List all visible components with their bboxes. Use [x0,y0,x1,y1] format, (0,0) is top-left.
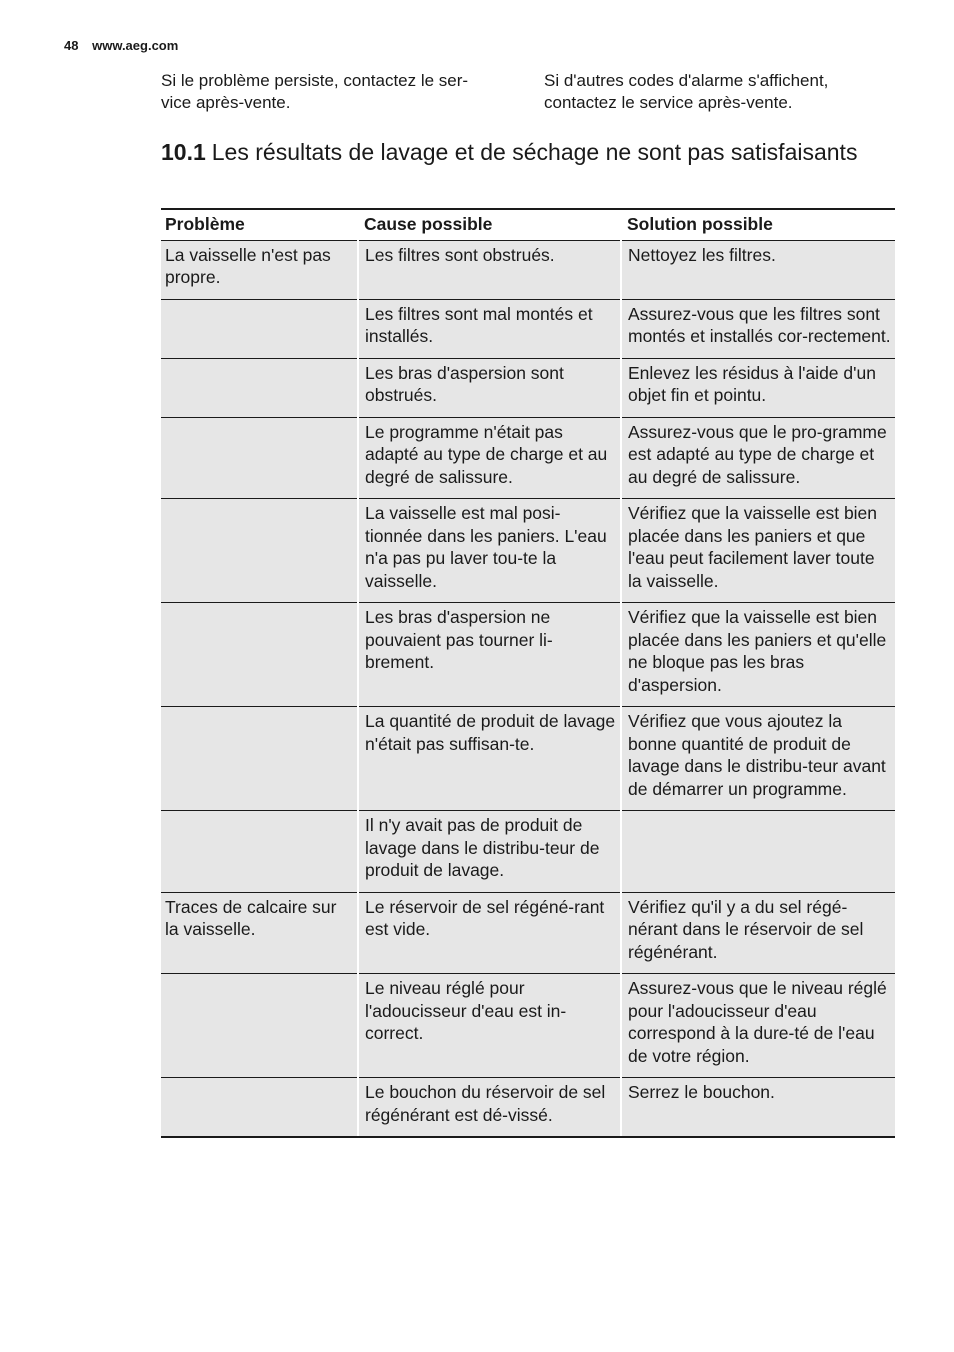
table-row [161,811,895,893]
problem-cell [161,1078,358,1138]
table-row [161,707,895,811]
cause-cell: Le réservoir de sel régéné-rant est vide. [358,892,621,974]
problem-cell [161,707,358,811]
solution-cell [621,811,895,893]
table-row [161,892,895,974]
table-header-row [161,209,895,240]
problem-cell: La vaisselle n'est pas propre. [161,240,358,299]
cause-cell: Les bras d'aspersion ne pouvaient pas tourner li-brement. [358,603,621,707]
cause-cell: Les filtres sont mal montés et installés. [358,299,621,358]
problem-cell [161,299,358,358]
intro-right-text: Si d'autres codes d'alarme s'affichent, contactez le service après-vente. [544,71,829,112]
problem-cell [161,603,358,707]
intro-left-text: Si le problème persiste, contactez le ser- vice après-vente. [161,71,469,112]
solution-cell: Vérifiez que la vaisselle est bien placée dans les paniers et qu'elle ne bloque pas les bras d'aspersion. [621,603,895,707]
website-link[interactable]: www.aeg.com [92,38,179,53]
problem-cell [161,811,358,893]
page-header [64,38,178,53]
cause-cell: Il n'y avait pas de produit de lavage dans le distribu-teur de produit de lavage. [358,811,621,893]
cause-cell: La vaisselle est mal posi-tionnée dans les paniers. L'eau n'a pas pu laver tou-te la vaisselle. [358,499,621,603]
problem-cell [161,358,358,417]
solution-cell: Vérifiez que vous ajoutez la bonne quantité de produit de lavage dans le distribu-teur avant de démarrer un programme. [621,707,895,811]
cause-cell: Le programme n'était pas adapté au type de charge et au degré de salissure. [358,417,621,499]
cause-cell: Les filtres sont obstrués. [358,240,621,299]
column-header-solution: Solution possible [621,209,895,240]
table-row [161,603,895,707]
solution-cell: Assurez-vous que le niveau réglé pour l'adoucisseur d'eau correspond à la dure-té de l'eau de votre région. [621,974,895,1078]
column-header-cause: Cause possible [358,209,621,240]
problem-cell: Traces de calcaire sur la vaisselle. [161,892,358,974]
solution-cell: Nettoyez les filtres. [621,240,895,299]
section-title-text: Les résultats de lavage et de séchage ne sont pas satisfaisants [211,139,858,165]
solution-cell: Assurez-vous que le pro-gramme est adapté au type de charge et au degré de salissure. [621,417,895,499]
problem-cell [161,974,358,1078]
table-row [161,1078,895,1138]
cause-cell: Le bouchon du réservoir de sel régénérant est dé-vissé. [358,1078,621,1138]
solution-cell: Vérifiez que la vaisselle est bien placée dans les paniers et que l'eau peut facilement laver toute la vaisselle. [621,499,895,603]
problem-cell [161,417,358,499]
page-number: 48 [64,38,79,53]
section-number: 10.1 [161,139,206,165]
table-row [161,299,895,358]
table-body [161,240,895,1137]
table-row [161,240,895,299]
solution-cell: Assurez-vous que les filtres sont montés et installés cor-rectement. [621,299,895,358]
troubleshooting-table [161,208,895,1138]
solution-cell: Vérifiez qu'il y a du sel régé-nérant dans le réservoir de sel régénérant. [621,892,895,974]
column-header-problem: Problème [161,209,358,240]
table-row [161,417,895,499]
section-title [161,138,861,166]
table-row [161,499,895,603]
table-row [161,974,895,1078]
table-row [161,358,895,417]
solution-cell: Enlevez les résidus à l'aide d'un objet fin et pointu. [621,358,895,417]
cause-cell: La quantité de produit de lavage n'était pas suffisan-te. [358,707,621,811]
solution-cell: Serrez le bouchon. [621,1078,895,1138]
cause-cell: Le niveau réglé pour l'adoucisseur d'eau est in-correct. [358,974,621,1078]
cause-cell: Les bras d'aspersion sont obstrués. [358,358,621,417]
problem-cell [161,499,358,603]
